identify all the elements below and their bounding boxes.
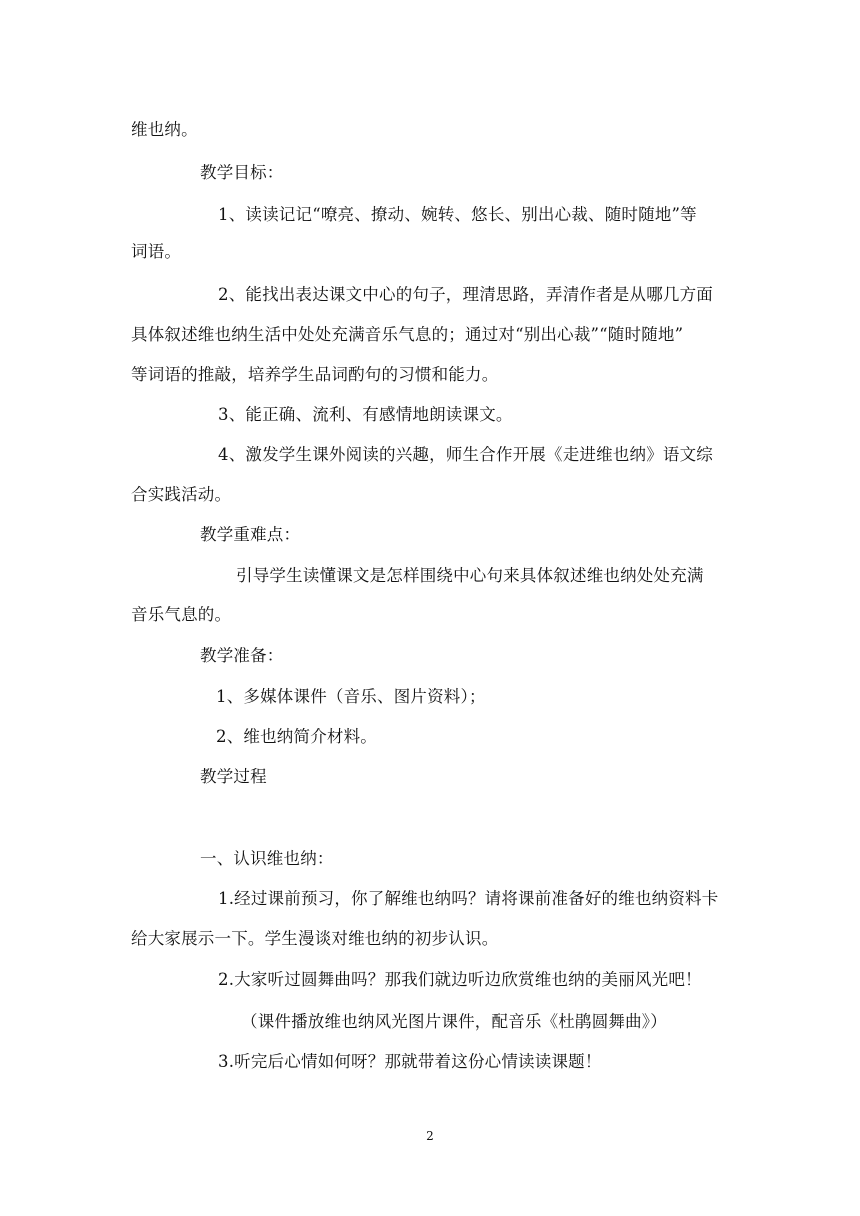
text-line: （课件播放维也纳风光图片课件，配音乐《杜鹃圆舞曲》）	[241, 1012, 667, 1031]
text-line: 2、能找出表达课文中心的句子，理清思路，弄清作者是从哪几方面	[218, 285, 713, 304]
text-line: 等词语的推敲，培养学生品词酌句的习惯和能力。	[131, 365, 499, 384]
text-line: 引导学生读懂课文是怎样围绕中心句来具体叙述维也纳处处充满	[236, 566, 704, 585]
section-heading-part-one: 一、认识维也纳：	[200, 849, 334, 868]
section-heading-key-points: 教学重难点：	[200, 525, 301, 544]
text-line: 2、维也纳简介材料。	[216, 727, 377, 746]
text-line: 词语。	[131, 242, 182, 261]
text-line: 给大家展示一下。学生漫谈对维也纳的初步认识。	[131, 929, 499, 948]
text-line: 3、能正确、流利、有感情地朗读课文。	[218, 405, 513, 424]
text-line: 维也纳。	[131, 120, 198, 139]
text-line: 1.经过课前预习，你了解维也纳吗？请将课前准备好的维也纳资料卡	[218, 889, 719, 908]
page-number: 2	[426, 1129, 434, 1143]
text-line: 音乐气息的。	[131, 605, 232, 624]
text-line: 1、读读记记“嘹亮、撩动、婉转、悠长、别出心裁、随时随地”等	[218, 205, 697, 224]
section-heading-preparation: 教学准备：	[200, 646, 284, 665]
section-heading-goals: 教学目标：	[200, 163, 284, 182]
section-heading-process: 教学过程	[200, 767, 267, 786]
text-line: 2.大家听过圆舞曲吗？那我们就边听边欣赏维也纳的美丽风光吧！	[218, 970, 702, 989]
text-line: 4、激发学生课外阅读的兴趣，师生合作开展《走进维也纳》语文综	[218, 445, 713, 464]
text-line: 3.听完后心情如何呀？那就带着这份心情读读课题！	[218, 1052, 602, 1071]
text-line: 1、多媒体课件（音乐、图片资料）；	[216, 687, 486, 706]
text-line: 合实践活动。	[131, 485, 232, 504]
text-line: 具体叙述维也纳生活中处处充满音乐气息的；通过对“别出心裁”“随时随地”	[131, 325, 684, 344]
